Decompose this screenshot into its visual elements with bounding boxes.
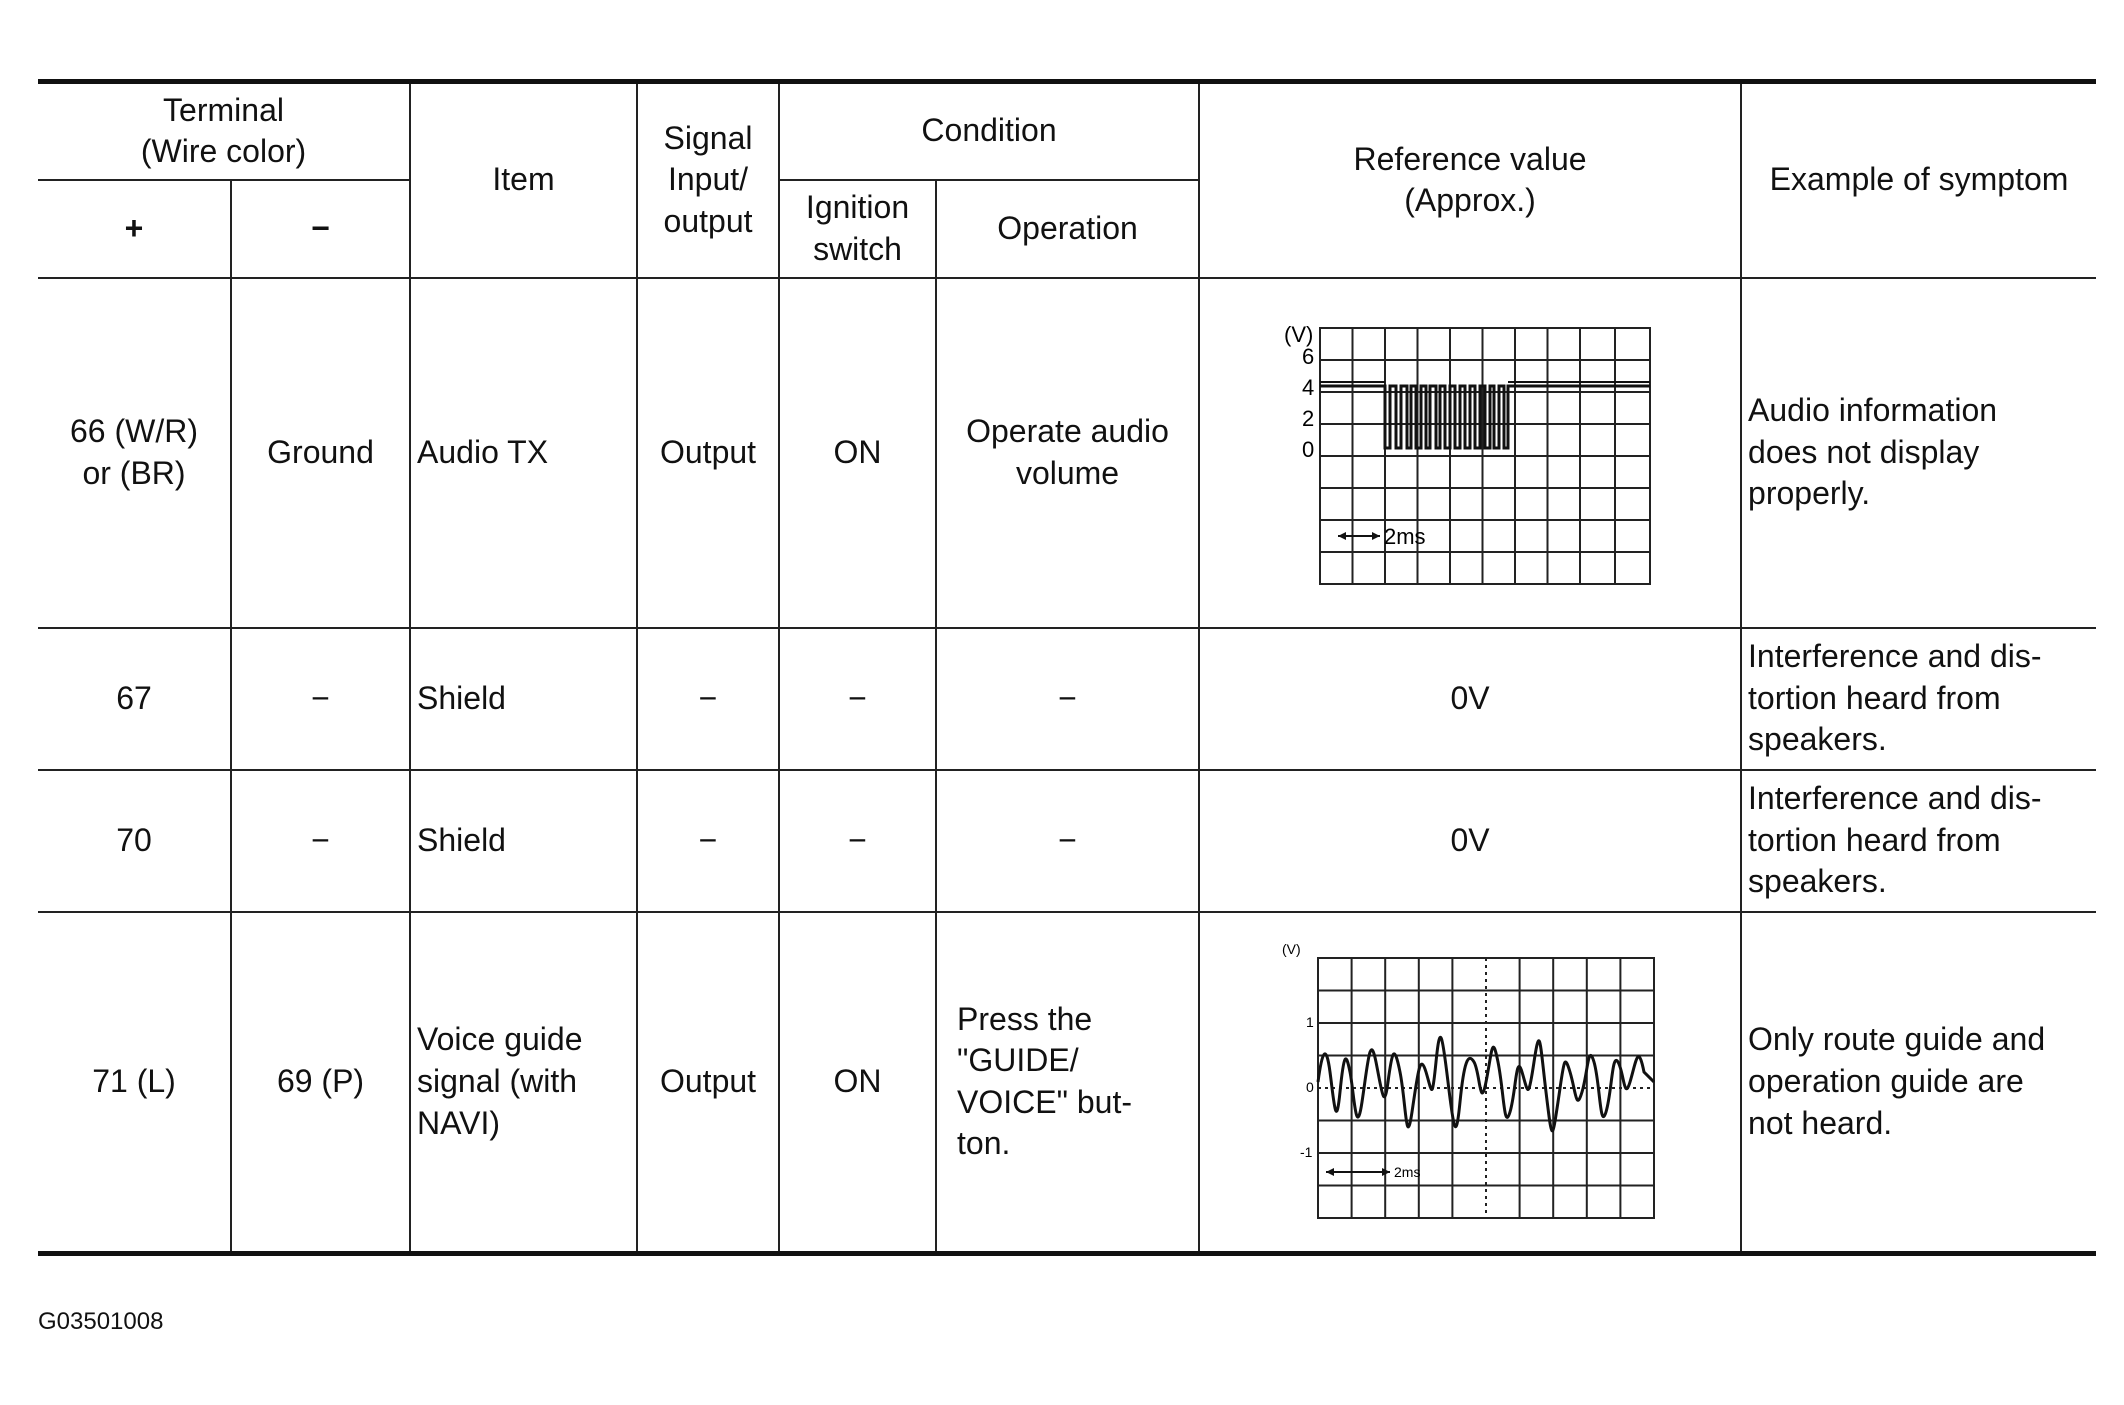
table-row — [38, 278, 2096, 628]
header-signal: Signal Input/ output — [637, 82, 779, 278]
cell-plus: 70 — [38, 770, 231, 912]
figure-code: G03501008 — [38, 1308, 164, 1335]
voice-guide-waveform — [1280, 942, 1660, 1222]
cell-ignition: ON — [779, 278, 936, 628]
header-row-1 — [38, 82, 2096, 180]
cell-symptom: Audio information does not display properly. — [1741, 278, 2096, 628]
header-terminal: Terminal (Wire color) — [38, 82, 410, 180]
wave1-tick: 6 — [1302, 343, 1315, 369]
wave1-time-label: 2ms — [1384, 523, 1426, 549]
audio-tx-waveform — [1280, 318, 1660, 588]
wave1-tick: 0 — [1302, 436, 1315, 462]
terminal-reference-table — [38, 79, 2096, 1256]
cell-operation: − — [936, 628, 1199, 770]
header-plus: + — [38, 180, 231, 278]
wave2-tick: 1 — [1306, 1013, 1314, 1030]
cell-item: Voice guide signal (with NAVI) — [410, 912, 637, 1254]
wave2-tick: -1 — [1300, 1143, 1313, 1160]
cell-symptom: Only route guide and operation guide are not heard. — [1741, 912, 2096, 1254]
wave1-tick: 2 — [1302, 405, 1315, 431]
cell-plus: 66 (W/R) or (BR) — [38, 278, 231, 628]
cell-ignition: − — [779, 628, 936, 770]
table-row — [38, 628, 2096, 770]
cell-minus: Ground — [231, 278, 410, 628]
header-minus: − — [231, 180, 410, 278]
wave2-tick: 0 — [1306, 1078, 1314, 1095]
cell-ignition: ON — [779, 912, 936, 1254]
header-symptom: Example of symptom — [1741, 82, 2096, 278]
table-row — [38, 770, 2096, 912]
cell-plus: 71 (L) — [38, 912, 231, 1254]
header-ignition: Ignition switch — [779, 180, 936, 278]
header-reference: Reference value (Approx.) — [1199, 82, 1741, 278]
wave1-tick: 4 — [1302, 374, 1315, 400]
table-row — [38, 912, 2096, 1254]
cell-minus: − — [231, 628, 410, 770]
wave2-time-marker — [1326, 1164, 1420, 1180]
cell-item: Shield — [410, 628, 637, 770]
digital-pulse-trace — [1320, 386, 1650, 448]
cell-symptom: Interference and dis- tortion heard from speakers. — [1741, 770, 2096, 912]
cell-plus: 67 — [38, 628, 231, 770]
wave1-unit: (V) — [1284, 321, 1314, 347]
cell-signal: − — [637, 770, 779, 912]
cell-symptom: Interference and dis- tortion heard from speakers. — [1741, 628, 2096, 770]
cell-minus: − — [231, 770, 410, 912]
cell-signal: Output — [637, 278, 779, 628]
cell-operation: Press the "GUIDE/ VOICE" but- ton. — [936, 912, 1199, 1254]
cell-signal: Output — [637, 912, 779, 1254]
cell-item: Shield — [410, 770, 637, 912]
cell-item: Audio TX — [410, 278, 637, 628]
cell-operation: Operate audio volume — [936, 278, 1199, 628]
header-operation: Operation — [936, 180, 1199, 278]
cell-signal: − — [637, 628, 779, 770]
cell-reference: 0V — [1199, 770, 1741, 912]
wave2-unit: (V) — [1282, 941, 1301, 957]
cell-ignition: − — [779, 770, 936, 912]
header-item: Item — [410, 82, 637, 278]
cell-reference-waveform — [1199, 278, 1741, 628]
wave2-time-label: 2ms — [1394, 1163, 1421, 1180]
cell-reference: 0V — [1199, 628, 1741, 770]
cell-reference-waveform — [1199, 912, 1741, 1254]
wave1-time-marker — [1338, 524, 1426, 549]
cell-operation: − — [936, 770, 1199, 912]
header-condition: Condition — [779, 82, 1199, 180]
cell-minus: 69 (P) — [231, 912, 410, 1254]
